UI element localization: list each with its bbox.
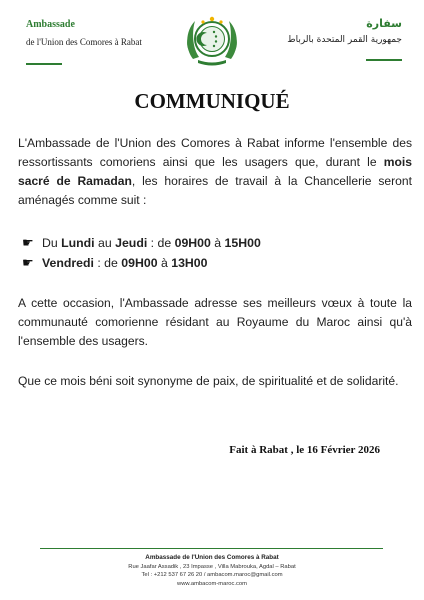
header-right-rule <box>366 59 402 61</box>
header-right <box>287 17 402 61</box>
wishes-paragraph: A cette occasion, l'Ambassade adresse ses meilleurs vœux à toute la communauté comorienne résidant au Royaume du Maroc ainsi qu'à l'ensemble des usagers. <box>18 296 412 348</box>
embassy-name-arabic: جمهورية القمر المتحدة بالرباط <box>287 35 402 45</box>
hours-day-from: Lundi <box>61 236 95 250</box>
footer-embassy-name: Ambassade de l'Union des Comores à Rabat <box>145 554 279 561</box>
embassy-name: de l'Union des Comores à Rabat <box>26 37 142 47</box>
pointing-hand-icon: ☛ <box>22 255 34 270</box>
hours-mid: au <box>94 236 116 250</box>
hours-row-friday <box>22 253 261 273</box>
signature-date: Fait à Rabat , le 16 Février 2026 <box>229 444 380 456</box>
footer-address: Rue Jaafar Assadik , 23 Impasse , Villa Mabrouka, Agdal – Rabat <box>128 563 296 570</box>
intro-paragraph <box>18 134 412 210</box>
hours-day-from: Vendredi <box>42 256 94 270</box>
footer <box>0 554 424 588</box>
hours-to: à <box>210 236 225 250</box>
hours-sep: : de <box>147 236 175 250</box>
hours-prefix: Du <box>42 236 62 250</box>
intro-text-end: , les horaires de travail à la Chancellerie seront aménagés comme suit : <box>18 174 412 207</box>
footer-contact: Tel : +212 537 67 26 20 / ambacom.maroc@gmail.com <box>141 572 283 578</box>
hours-day-to: Jeudi <box>115 236 148 250</box>
intro-text-start: L'Ambassade de l'Union des Comores à Rabat informe l'ensemble des ressortissants comoriens ainsi que les usagers que, durant le <box>18 136 412 169</box>
coat-of-arms-icon <box>183 11 241 69</box>
intro-ramadan: mois sacré de Ramadan <box>18 155 412 188</box>
pointing-hand-icon: ☛ <box>22 235 34 250</box>
hours-start: 09H00 <box>121 256 158 270</box>
hours-end: 15H00 <box>224 236 261 250</box>
hours-start: 09H00 <box>174 236 211 250</box>
blessing-paragraph: Que ce mois béni soit synonyme de paix, de spiritualité et de solidarité. <box>18 374 399 388</box>
hours-list <box>22 233 261 273</box>
embassy-label: Ambassade <box>26 19 75 30</box>
hours-row-weekdays <box>22 233 261 253</box>
hours-sep: : de <box>93 256 122 270</box>
header-left <box>26 19 142 65</box>
footer-website: www.ambacom-maroc.com <box>177 580 247 587</box>
footer-divider <box>40 548 383 549</box>
page-title: COMMUNIQUÉ <box>134 89 290 113</box>
hours-to: à <box>157 256 172 270</box>
embassy-label-arabic: سفارة <box>366 17 402 30</box>
hours-end: 13H00 <box>171 256 208 270</box>
header-left-rule <box>26 63 62 65</box>
